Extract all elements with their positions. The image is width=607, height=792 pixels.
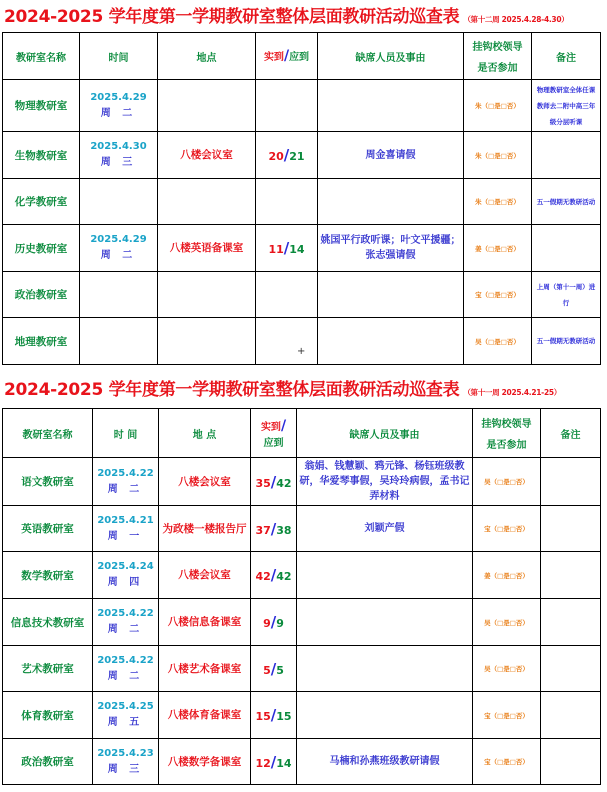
leader-check: 吴（□是□否） xyxy=(473,646,541,692)
table2-title-text: 2024-2025 学年度第一学期教研室整体层面教研活动巡查表 xyxy=(4,380,460,400)
header-note: 备注 xyxy=(541,409,601,458)
note xyxy=(541,646,601,692)
table-row xyxy=(3,80,601,132)
due-count: 38 xyxy=(276,523,292,537)
attendance-slash: / xyxy=(270,472,277,491)
date-cell xyxy=(93,646,159,692)
weekday: 周 三 xyxy=(107,763,144,775)
absent-reason xyxy=(318,80,464,132)
attendance-slash: / xyxy=(270,613,277,631)
place: 八楼英语备课室 xyxy=(158,225,256,272)
header-room: 教研室名称 xyxy=(3,409,93,458)
attendance xyxy=(251,599,297,646)
room-name: 生物教研室 xyxy=(3,132,80,179)
due-count: 9 xyxy=(276,617,284,630)
note: 五一假期无教研活动 xyxy=(532,179,601,225)
actual-count: 11 xyxy=(268,243,284,256)
header-time: 时间 xyxy=(80,33,158,80)
note xyxy=(541,692,601,739)
header-place: 地 点 xyxy=(159,409,251,458)
table2 xyxy=(2,408,601,785)
table1 xyxy=(2,32,601,365)
due-count: 21 xyxy=(289,150,305,163)
actual-count: 9 xyxy=(263,617,271,630)
room-name: 信息技术教研室 xyxy=(3,599,93,646)
due-count: 14 xyxy=(289,243,305,256)
leader-check: 宝（□是□否） xyxy=(473,506,541,552)
leader-check: 吴（□是□否） xyxy=(473,599,541,646)
leader-check: 吴（□是□否） xyxy=(473,458,541,506)
date-cell xyxy=(93,458,159,506)
note: 物理教研室全体任课教师去二附中高三年级分层听课 xyxy=(532,80,601,132)
note xyxy=(541,739,601,785)
absent-reason xyxy=(297,599,473,646)
room-name: 艺术教研室 xyxy=(3,646,93,692)
header-absent: 缺席人员及事由 xyxy=(318,33,464,80)
date-cell xyxy=(93,599,159,646)
absent-reason: 翁娟、钱慧颖、鸦元锋、杨钰班级教研，华爱琴事假，吴玲玲病假，孟书记弄材料 xyxy=(297,458,473,506)
room-name: 化学教研室 xyxy=(3,179,80,225)
due-count: 42 xyxy=(276,570,292,583)
date: 2025.4.24 xyxy=(97,561,154,572)
date: 2025.4.23 xyxy=(97,747,154,759)
actual-count: 37 xyxy=(255,523,271,537)
room-name: 物理教研室 xyxy=(3,80,80,132)
table-row xyxy=(3,225,601,272)
table-row xyxy=(3,132,601,179)
attendance xyxy=(251,692,297,739)
table2-title xyxy=(4,375,561,400)
room-name: 数学教研室 xyxy=(3,552,93,599)
table-row xyxy=(3,458,601,506)
room-name: 历史教研室 xyxy=(3,225,80,272)
place: 八楼数学备课室 xyxy=(159,739,251,785)
date-cell xyxy=(93,552,159,599)
note: 上周（第十一周）进行 xyxy=(532,272,601,318)
leader-check: 宝（□是□否） xyxy=(473,692,541,739)
table1-title-text: 2024-2025 学年度第一学期教研室整体层面教研活动巡查表 xyxy=(4,7,460,27)
table-row xyxy=(3,506,601,552)
table2-subtitle: （第十一周 2025.4.21-25） xyxy=(463,388,562,397)
attendance xyxy=(256,179,318,225)
table-row xyxy=(3,646,601,692)
attendance xyxy=(251,739,297,785)
place xyxy=(158,318,256,365)
place: 八楼信息备课室 xyxy=(159,599,251,646)
date: 2025.4.29 xyxy=(90,91,147,103)
table-row xyxy=(3,318,601,365)
leader-check: 朱（□是□否） xyxy=(464,132,532,179)
date: 2025.4.21 xyxy=(97,514,154,526)
due-count: 42 xyxy=(276,476,292,490)
header-absent: 缺席人员及事由 xyxy=(297,409,473,458)
place xyxy=(158,179,256,225)
weekday: 周 二 xyxy=(100,107,137,119)
attendance xyxy=(251,458,297,506)
note xyxy=(541,552,601,599)
table-row xyxy=(3,552,601,599)
note xyxy=(541,458,601,506)
absent-reason xyxy=(318,272,464,318)
attendance xyxy=(251,646,297,692)
date: 2025.4.25 xyxy=(97,701,154,712)
attendance xyxy=(256,80,318,132)
room-name: 政治教研室 xyxy=(3,272,80,318)
header-room: 教研室名称 xyxy=(3,33,80,80)
header-attendance: 实到/ 应到 xyxy=(251,409,297,458)
date: 2025.4.22 xyxy=(97,608,154,619)
note xyxy=(541,506,601,552)
attendance-slash: / xyxy=(270,659,277,678)
leader-check: 宝（□是□否） xyxy=(473,739,541,785)
place: 八楼艺术备课室 xyxy=(159,646,251,692)
actual-count: 12 xyxy=(255,756,271,770)
leader-check: 宝（□是□否） xyxy=(464,272,532,318)
date-cell xyxy=(93,506,159,552)
attendance-slash: / xyxy=(270,706,277,724)
weekday: 周 二 xyxy=(100,250,137,261)
absent-reason xyxy=(318,179,464,225)
place: 八楼会议室 xyxy=(158,132,256,179)
absent-reason: 刘颖产假 xyxy=(297,506,473,552)
table1-header-row xyxy=(3,33,601,80)
attendance xyxy=(256,225,318,272)
place xyxy=(158,80,256,132)
room-name: 政治教研室 xyxy=(3,739,93,785)
actual-count: 15 xyxy=(255,710,271,723)
header-attendance: 实到/应到 xyxy=(256,33,318,80)
due-count: 14 xyxy=(276,756,292,770)
leader-check: 朱（□是□否） xyxy=(464,179,532,225)
weekday: 周 一 xyxy=(107,530,144,542)
weekday: 周 二 xyxy=(107,483,144,495)
actual-count: 35 xyxy=(255,476,271,490)
date-cell xyxy=(80,179,158,225)
actual-count: 42 xyxy=(255,570,271,583)
date: 2025.4.22 xyxy=(97,654,154,666)
place: 为政楼一楼报告厅 xyxy=(159,506,251,552)
attendance xyxy=(256,132,318,179)
due-count: 5 xyxy=(276,663,284,677)
header-place: 地点 xyxy=(158,33,256,80)
table-row xyxy=(3,599,601,646)
attendance-slash: / xyxy=(283,146,290,164)
header-time: 时 间 xyxy=(93,409,159,458)
table-row xyxy=(3,739,601,785)
leader-check: 姜（□是□否） xyxy=(473,552,541,599)
actual-count: 5 xyxy=(263,663,271,677)
weekday: 周 四 xyxy=(107,577,144,588)
date: 2025.4.30 xyxy=(90,141,147,152)
absent-reason: 周金喜请假 xyxy=(318,132,464,179)
date-cell xyxy=(80,132,158,179)
date-cell xyxy=(80,225,158,272)
table-row xyxy=(3,272,601,318)
attendance xyxy=(251,552,297,599)
absent-reason xyxy=(297,692,473,739)
leader-check: 朱（□是□否） xyxy=(464,80,532,132)
room-name: 语文教研室 xyxy=(3,458,93,506)
date: 2025.4.29 xyxy=(90,234,147,245)
date-cell xyxy=(80,80,158,132)
leader-check: 姜（□是□否） xyxy=(464,225,532,272)
note xyxy=(532,225,601,272)
date: 2025.4.22 xyxy=(97,467,154,479)
weekday: 周 五 xyxy=(107,717,144,728)
header-note: 备注 xyxy=(532,33,601,80)
leader-check: 吴（□是□否） xyxy=(464,318,532,365)
absent-reason xyxy=(297,552,473,599)
header-leader: 挂钩校领导 是否参加 xyxy=(473,409,541,458)
absent-reason: 姚国平行政听课；叶文平援疆；张志强请假 xyxy=(318,225,464,272)
note: 五一假期无教研活动 xyxy=(532,318,601,365)
table1-title xyxy=(4,2,568,27)
place: 八楼会议室 xyxy=(159,458,251,506)
date-cell xyxy=(93,692,159,739)
header-leader: 挂钩校领导 是否参加 xyxy=(464,33,532,80)
weekday: 周 三 xyxy=(100,157,137,168)
attendance xyxy=(251,506,297,552)
weekday: 周 二 xyxy=(107,670,144,682)
table2-header-row xyxy=(3,409,601,458)
attendance-slash: / xyxy=(270,752,277,771)
attendance xyxy=(256,272,318,318)
date-cell xyxy=(93,739,159,785)
due-count: 15 xyxy=(276,710,292,723)
attendance xyxy=(256,318,318,365)
place: 八楼体育备课室 xyxy=(159,692,251,739)
note xyxy=(541,599,601,646)
room-name: 英语教研室 xyxy=(3,506,93,552)
absent-reason xyxy=(297,646,473,692)
date-cell xyxy=(80,318,158,365)
attendance-slash: / xyxy=(270,566,277,584)
room-name: 体育教研室 xyxy=(3,692,93,739)
actual-count: 20 xyxy=(268,150,284,163)
note xyxy=(532,132,601,179)
place xyxy=(158,272,256,318)
move-handle-icon[interactable]: + xyxy=(297,346,306,357)
room-name: 地理教研室 xyxy=(3,318,80,365)
weekday: 周 二 xyxy=(107,624,144,635)
attendance-slash: / xyxy=(270,519,277,538)
place: 八楼会议室 xyxy=(159,552,251,599)
table-row xyxy=(3,692,601,739)
table1-subtitle: （第十二周 2025.4.28-4.30） xyxy=(463,15,569,24)
absent-reason: 马楠和孙燕班级教研请假 xyxy=(297,739,473,785)
attendance-slash: / xyxy=(283,239,290,257)
date-cell xyxy=(80,272,158,318)
table-row xyxy=(3,179,601,225)
absent-reason xyxy=(318,318,464,365)
